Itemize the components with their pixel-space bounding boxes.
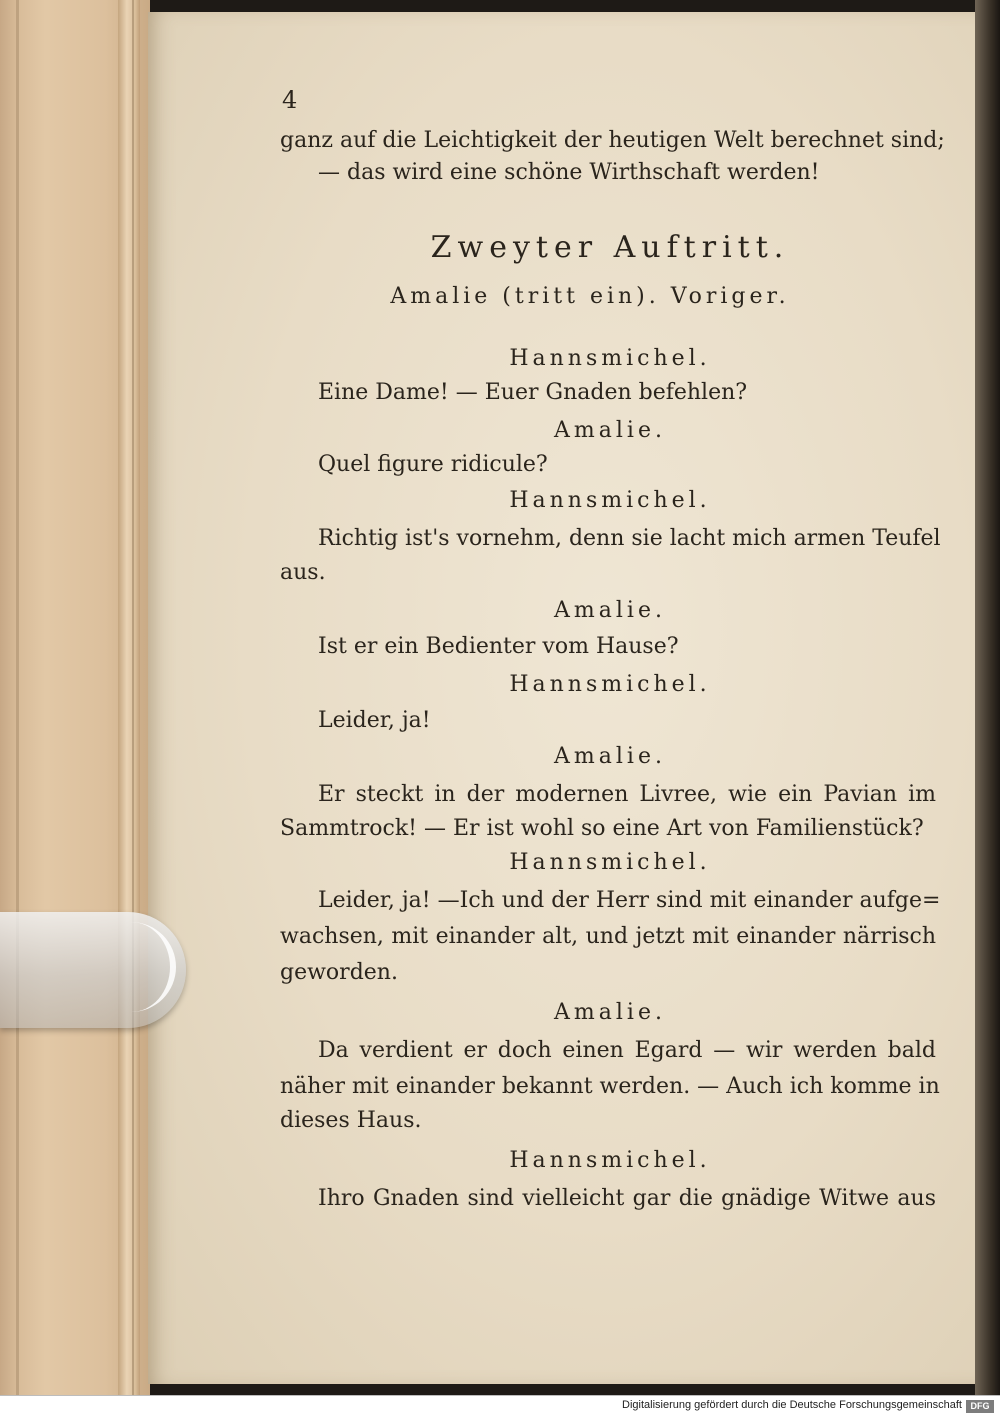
dialogue-line: Er steckt in der modernen Livree, wie ein Pavian im	[318, 782, 936, 807]
text-line: ganz auf die Leichtigkeit der heutigen Welt berechnet sind;	[280, 128, 945, 153]
speaker-name: Amalie.	[554, 418, 666, 443]
page-edge-line	[16, 0, 19, 1395]
speaker-name: Hannsmichel.	[509, 1148, 711, 1173]
dialogue-line: Da verdient er doch einen Egard — wir werden bald	[318, 1038, 936, 1063]
dialogue-line: näher mit einander bekannt werden. — Auch ich komme in	[280, 1074, 940, 1099]
dialogue-line: geworden.	[280, 960, 398, 985]
dialogue-line: Richtig ist's vornehm, denn sie lacht mich armen Teufel	[318, 526, 941, 551]
page-edge-line	[132, 0, 134, 1395]
funding-credit: Digitalisierung gefördert durch die Deutsche Forschungsgemeinschaft	[622, 1399, 962, 1411]
dfg-logo: DFG	[966, 1400, 994, 1413]
text-line: — das wird eine schöne Wirthschaft werden!	[318, 160, 820, 185]
page-holder-clip	[0, 912, 186, 1028]
footer-bar	[0, 1395, 1000, 1417]
dialogue-line: Ist er ein Bedienter vom Hause?	[318, 634, 679, 659]
dialogue-line: Quel figure ridicule?	[318, 452, 548, 477]
dialogue-line: Leider, ja!	[318, 708, 431, 733]
speaker-name: Hannsmichel.	[509, 672, 711, 697]
speaker-name: Hannsmichel.	[509, 850, 711, 875]
dialogue-line: Ihro Gnaden sind vielleicht gar die gnädige Witwe aus	[318, 1186, 936, 1211]
speaker-name: Amalie.	[554, 744, 666, 769]
speaker-name: Hannsmichel.	[509, 346, 711, 371]
speaker-name: Amalie.	[554, 1000, 666, 1025]
dialogue-line: Leider, ja! —Ich und der Herr sind mit einander aufge=	[318, 888, 941, 913]
dialogue-line: dieses Haus.	[280, 1108, 422, 1133]
speaker-name: Amalie.	[554, 598, 666, 623]
scene-heading: Zweyter Auftritt.	[430, 230, 790, 265]
stage-direction: Amalie (tritt ein). Voriger.	[390, 284, 790, 309]
book-page	[148, 12, 978, 1384]
clip-highlight	[130, 922, 176, 1012]
book-page-edges	[0, 0, 150, 1395]
page-number: 4	[282, 86, 298, 114]
speaker-name: Hannsmichel.	[509, 488, 711, 513]
dialogue-line: Eine Dame! — Euer Gnaden befehlen?	[318, 380, 748, 405]
book-right-edge	[975, 0, 1000, 1395]
dialogue-line: aus.	[280, 560, 326, 585]
dialogue-line: wachsen, mit einander alt, und jetzt mit einander närrisch	[280, 924, 936, 949]
dialogue-line: Sammtrock! — Er ist wohl so eine Art von Familienstück?	[280, 816, 924, 841]
book-gutter	[118, 0, 140, 1395]
